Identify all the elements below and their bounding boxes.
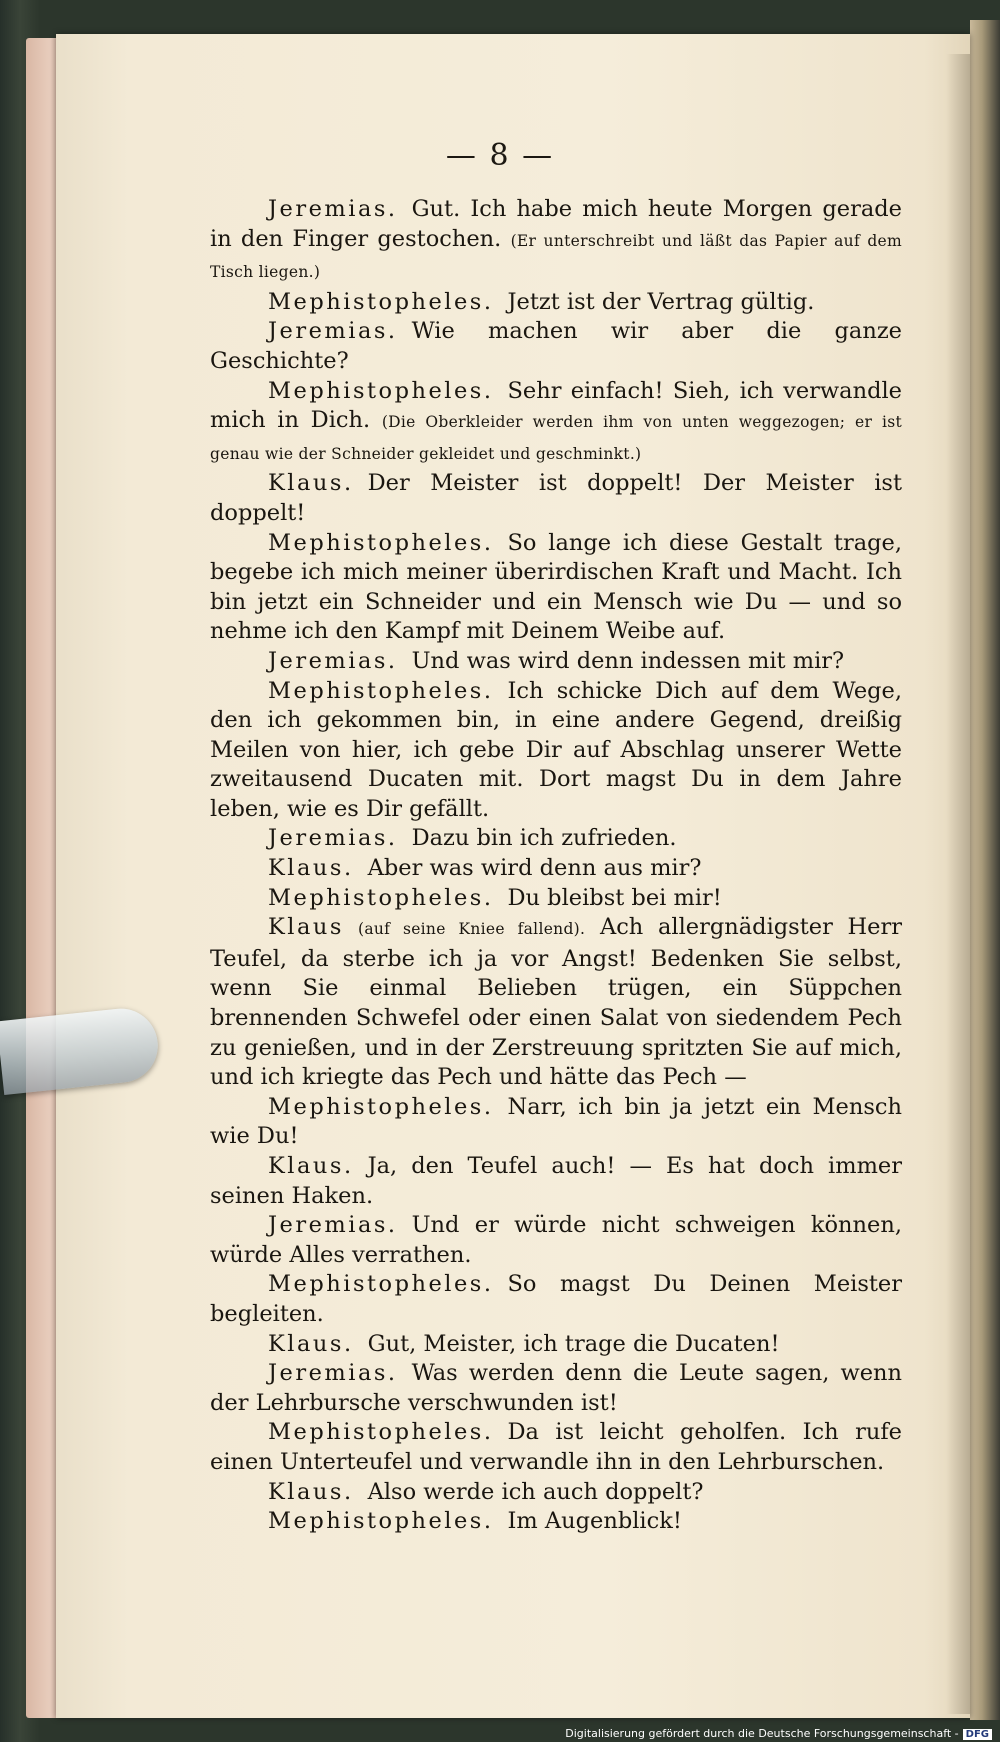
spoken-text: Im Augenblick!	[507, 1508, 682, 1535]
footer-credit-text: Digitalisierung gefördert durch die Deutsche Forschungsgemeinschaft -	[565, 1727, 959, 1740]
speaker-name: Jeremias.	[268, 1212, 398, 1239]
dialogue-paragraph	[210, 913, 902, 1093]
spoken-text: Und er würde nicht schweigen können, würde Alles verrathen.	[210, 1212, 902, 1268]
spoken-text: Aber was wird denn aus mir?	[367, 855, 702, 882]
spoken-text: Ich schicke Dich auf dem Wege, den ich gekommen bin, in eine andere Gegend, dreißig Meilen von hier, ich gebe Dir auf Abschlag unserer Wette zweitausend Ducaten mit. Dort magst Du in dem Jahre leben, wie es Dir gefällt.	[210, 677, 902, 822]
speaker-name: Jeremias.	[268, 1360, 398, 1387]
dialogue-paragraph	[210, 529, 902, 647]
spoken-text: So magst Du Deinen Meister begleiten.	[210, 1271, 902, 1327]
dialogue-paragraph	[210, 317, 902, 376]
page-gutter	[970, 20, 1000, 1720]
dialogue-paragraph	[210, 288, 902, 318]
page-shadow	[946, 54, 970, 1714]
spoken-text: Da ist leicht geholfen. Ich rufe einen Unterteufel und verwandle ihn in den Lehrburschen.	[210, 1419, 902, 1475]
spoken-text: Ja, den Teufel auch! — Es hat doch immer seinen Haken.	[210, 1153, 902, 1209]
dialogue-paragraph	[210, 1211, 902, 1270]
speaker-name: Klaus.	[268, 1330, 354, 1357]
dialogue-paragraph	[210, 854, 902, 884]
spoken-text: Jetzt ist der Vertrag gültig.	[507, 288, 815, 315]
speaker-name: Mephistopheles.	[268, 1419, 494, 1446]
speaker-name: Mephistopheles.	[268, 1271, 494, 1298]
spoken-text: Was werden denn die Leute sagen, wenn der Lehrbursche verschwunden ist!	[210, 1360, 902, 1416]
dialogue-paragraph	[210, 884, 902, 914]
spoken-text: Der Meister ist doppelt! Der Meister ist doppelt!	[210, 470, 902, 526]
spoken-text: Wie machen wir aber die ganze Geschichte?	[210, 318, 902, 374]
dialogue-paragraph	[210, 1270, 902, 1329]
speaker-name: Mephistopheles.	[268, 377, 494, 404]
spoken-text: So lange ich diese Gestalt trage, begebe ich mich meiner überirdischen Kraft und Macht. Ich bin jetzt ein Schneider und ein Mensch wie Du — und so nehme ich den Kampf mit Deinem Weibe auf.	[210, 529, 902, 645]
dialogue-text	[210, 195, 902, 1537]
dialogue-paragraph	[210, 469, 902, 528]
dialogue-paragraph	[210, 647, 902, 677]
spoken-text: Narr, ich bin ja jetzt ein Mensch wie Du!	[210, 1093, 902, 1150]
spoken-text: Sehr einfach! Sieh, ich verwandle mich in Dich.	[210, 377, 902, 434]
speaker-name: Mephistopheles.	[268, 1093, 494, 1120]
spoken-text: Du bleibst bei mir!	[507, 884, 722, 911]
speaker-name: Jeremias.	[268, 647, 398, 674]
spoken-text: Gut, Meister, ich trage die Ducaten!	[367, 1330, 780, 1357]
speaker-name: Mephistopheles.	[268, 884, 494, 911]
dialogue-paragraph	[210, 1093, 902, 1152]
speaker-name: Klaus.	[268, 1153, 354, 1179]
dialogue-paragraph	[210, 1359, 902, 1418]
dialogue-paragraph	[210, 1330, 902, 1360]
stage-direction: (auf seine Kniee fallend).	[357, 920, 586, 939]
spoken-text: Dazu bin ich zufrieden.	[411, 825, 677, 852]
dialogue-paragraph	[210, 195, 902, 288]
speaker-name: Mephistopheles.	[268, 288, 494, 315]
stage-direction: (Er unterschreibt und läßt das Papier auf dem Tisch liegen.)	[210, 231, 903, 282]
dialogue-paragraph	[210, 1507, 902, 1537]
page-number: — 8 —	[445, 138, 555, 173]
speaker-name: Mephistopheles.	[268, 677, 494, 704]
dialogue-paragraph	[210, 377, 902, 470]
speaker-name: Jeremias.	[268, 318, 398, 345]
speaker-name: Klaus	[268, 914, 344, 941]
speaker-name: Klaus.	[268, 855, 354, 882]
speaker-name: Jeremias.	[268, 825, 398, 852]
speaker-name: Mephistopheles.	[268, 1508, 494, 1535]
footer-credit	[565, 1727, 992, 1740]
spoken-text: Ach allergnädigster Herr Teufel, da sterbe ich ja vor Angst! Bedenken Sie selbst, wenn Sie einmal Belieben trügen, ein Süppchen brennenden Schwefel oder einen Salat von siedendem Pech zu genießen, und in der Zerstreuung spritzten Sie auf mich, und ich kriegte das Pech und hätte das Pech —	[210, 914, 902, 1091]
spoken-text: Also werde ich auch doppelt?	[367, 1478, 704, 1505]
dialogue-paragraph	[210, 1418, 902, 1477]
dialogue-paragraph	[210, 824, 902, 854]
speaker-name: Mephistopheles.	[268, 529, 494, 556]
dialogue-paragraph	[210, 1478, 902, 1508]
dfg-logo: DFG	[963, 1729, 992, 1740]
speaker-name: Klaus.	[268, 1478, 354, 1505]
dialogue-paragraph	[210, 1152, 902, 1211]
stage-direction: (Die Oberkleider werden ihm von unten weggezogen; er ist genau wie der Schneider gekleidet und geschminkt.)	[210, 413, 902, 463]
dialogue-paragraph	[210, 677, 902, 825]
speaker-name: Jeremias.	[268, 196, 398, 222]
speaker-name: Klaus.	[268, 470, 354, 497]
spoken-text: Und was wird denn indessen mit mir?	[411, 647, 845, 674]
spoken-text: Gut. Ich habe mich heute Morgen gerade in den Finger gestochen.	[210, 196, 902, 252]
